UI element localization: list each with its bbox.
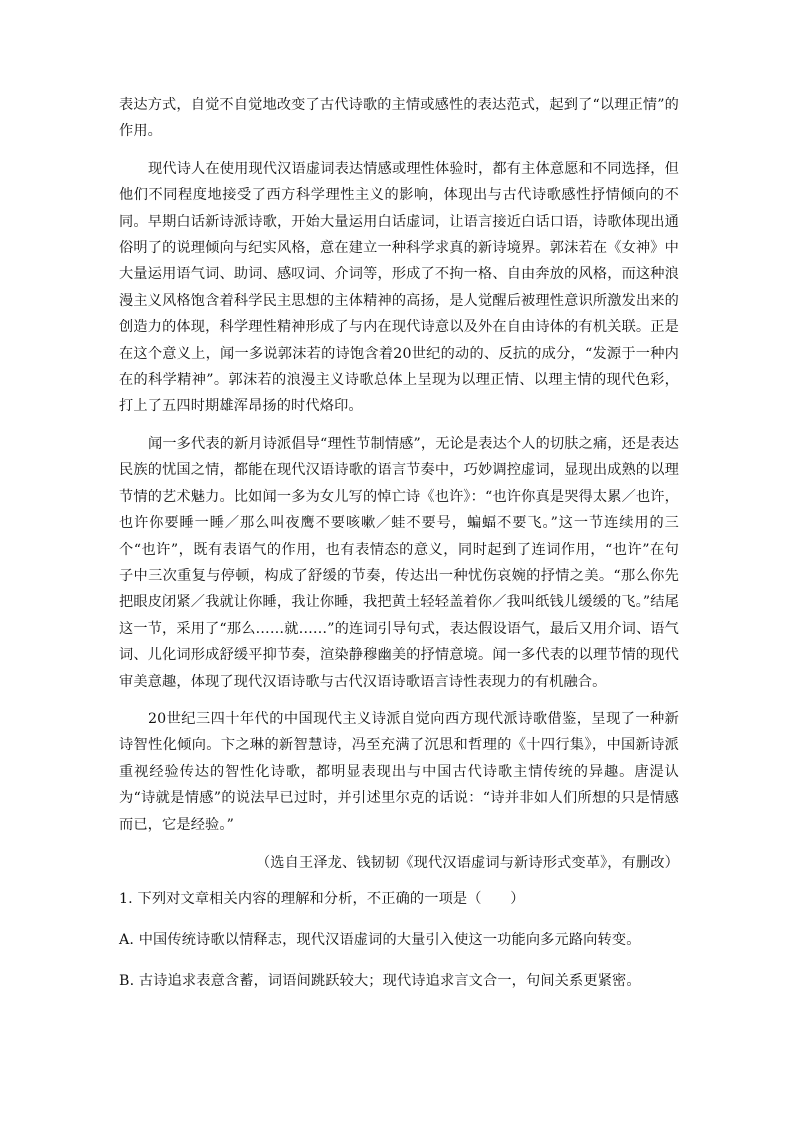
option-a: A. 中国传统诗歌以情释志，现代汉语虚词的大量引入使这一功能向多元路向转变。	[119, 931, 641, 948]
paragraph-modernist-school: 20世纪三四十年代的中国现代主义诗派自觉向西方现代派诗歌借鉴，呈现了一种新诗智性化倾向。卞之琳的新智慧诗，冯至充满了沉思和哲理的《十四行集》，中国新诗派重视经验传达的智性化诗歌，都明显表现出与中国古代诗歌主情传统的异趣。唐湜认为“诗就是情感”的说法早已过时，并引述里尔克的话说：“诗并非如人们所想的只是情感而已，它是经验。”	[119, 710, 679, 833]
question-stem: 1. 下列对文章相关内容的理解和分析，不正确的一项是（ ）	[119, 891, 525, 908]
option-b: B. 古诗追求表意含蓄，词语间跳跃较大；现代诗追求言文合一，句间关系更紧密。	[119, 973, 641, 990]
paragraph-wen-yiduo: 闻一多代表的新月诗派倡导“理性节制情感”，无论是表达个人的切肤之痛，还是表达民族的忧国之情，都能在现代汉语诗歌的语言节奏中，巧妙调控虚词，显现出成熟的以理节情的艺术魅力。比如闻一多为女儿写的悼亡诗《也许》：“也许你真是哭得太累／也许，也许你要睡一睡／那么叫夜鹰不要咳嗽／蛙不要号，蝙蝠不要飞。”这一节连续用的三个“也许”，既有表语气的作用，也有表情态的意义，同时起到了连词作用，“也许”在句子中三次重复与停顿，构成了舒缓的节奏，传达出一种忧伤哀婉的抒情之美。“那么你先把眼皮闭紧／我就让你睡，我让你睡，我把黄土轻轻盖着你／我叫纸钱儿缓缓的飞。”结尾这一节，采用了“那么……就……”的连词引导句式，表达假设语气，最后又用介词、语气词、儿化词形成舒缓平抑节奏，渲染静穆幽美的抒情意境。闻一多代表的以理节情的现代审美意趣，体现了现代汉语诗歌与古代汉语诗歌语言诗性表现力的有机融合。	[119, 435, 679, 690]
source-citation: （选自王泽龙、钱韧韧《现代汉语虚词与新诗形式变革》，有删改）	[255, 854, 679, 871]
paragraph-modern-poets: 现代诗人在使用现代汉语虚词表达情感或理性体验时，都有主体意愿和不同选择，但他们不同程度地接受了西方科学理性主义的影响，体现出与古代诗歌感性抒情倾向的不同。早期白话新诗派诗歌，开始大量运用白话虚词，让语言接近白话口语，诗歌体现出通俗明了的说理倾向与纪实风格，意在建立一种科学求真的新诗境界。郭沫若在《女神》中大量运用语气词、助词、感叹词、介词等，形成了不拘一格、自由奔放的风格，而这种浪漫主义风格饱含着科学民主思想的主体精神的高扬，是人觉醒后被理性意识所激发出来的创造力的体现，科学理性精神形成了与内在现代诗意以及外在自由诗体的有机关联。正是在这个意义上，闻一多说郭沫若的诗饱含着20世纪的动的、反抗的成分，“发源于一种内在的科学精神”。郭沫若的浪漫主义诗歌总体上呈现为以理正情、以理主情的现代色彩，打上了五四时期雄浑昂扬的时代烙印。	[119, 160, 679, 415]
document-page	[119, 92, 679, 995]
paragraph-continuation: 表达方式，自觉不自觉地改变了古代诗歌的主情或感性的表达范式，起到了“以理正情”的作用。	[119, 97, 679, 140]
